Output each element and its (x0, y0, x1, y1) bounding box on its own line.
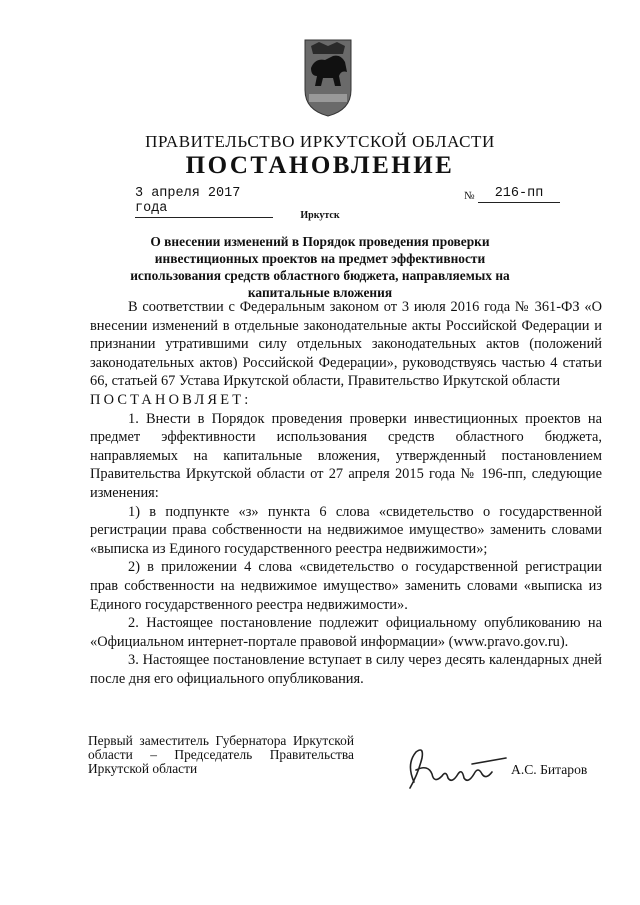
decree-word: ПОСТАНОВЛЯЕТ: (90, 391, 252, 408)
city-label: Иркутск (300, 210, 340, 221)
handwritten-signature (402, 744, 510, 794)
body-paragraph: 3. Настоящее постановление вступает в силу через десять календарных дней после дня его официального опубликования. (90, 652, 602, 687)
number-sign: № (464, 190, 475, 202)
government-title: ПРАВИТЕЛЬСТВО ИРКУТСКОЙ ОБЛАСТИ (145, 132, 495, 151)
document-subject: О внесении изменений в Порядок проведения проверки инвестиционных проектов на предмет эффективности использования средств областного бюджета, направляемых на капитальные вложения (130, 234, 510, 300)
signer-name: А.С. Битаров (511, 762, 588, 777)
signer-position-text: Первый заместитель Губернатора Иркутской области – Председатель Правительства Иркутской области (88, 733, 354, 776)
body-paragraph: 2. Настоящее постановление подлежит официальному опубликованию на «Официальном интернет-портале правовой информации» (www.pravo.gov.ru). (90, 615, 602, 650)
document-date: 3 апреля 2017 года (135, 186, 273, 218)
body-paragraph: 1) в подпункте «з» пункта 6 слова «свидетельство о государственной регистрации права собственности на недвижимое имущество» заменить словами «выписка из Единого государственного реестра недвижимости»; (90, 503, 602, 557)
preamble-paragraph: В соответствии с Федеральным законом от 3 июля 2016 года № 361-ФЗ «О внесении изменений в отдельные законодательные акты Российской Федерации и признании утратившими силу отдельных законодательных актов (положений законодательных актов) Российской Федерации», руководствуясь частью 4 статьи 66, статьей 67 Устава Иркутской области, Правительство Иркутской области (90, 299, 602, 390)
body-paragraph: 1. Внести в Порядок проведения проверки инвестиционных проектов на предмет эффективности использования средств областного бюджета, направляемых на капитальные вложения, утвержденный постановлением Правительства Иркутской области от 27 апреля 2015 года № 196-пп, следующие изменения: (90, 410, 602, 501)
document-type-heading: ПОСТАНОВЛЕНИЕ (185, 152, 455, 179)
coat-of-arms-emblem (301, 38, 355, 118)
document-body (90, 298, 602, 688)
signer-position (88, 734, 354, 776)
document-number: 216-пп (478, 186, 560, 203)
body-paragraph: 2) в приложении 4 слова «свидетельство о государственной регистрации прав собственности на недвижимое имущество» заменить словами «выписка из Единого государственного реестра недвижимости». (90, 559, 602, 613)
